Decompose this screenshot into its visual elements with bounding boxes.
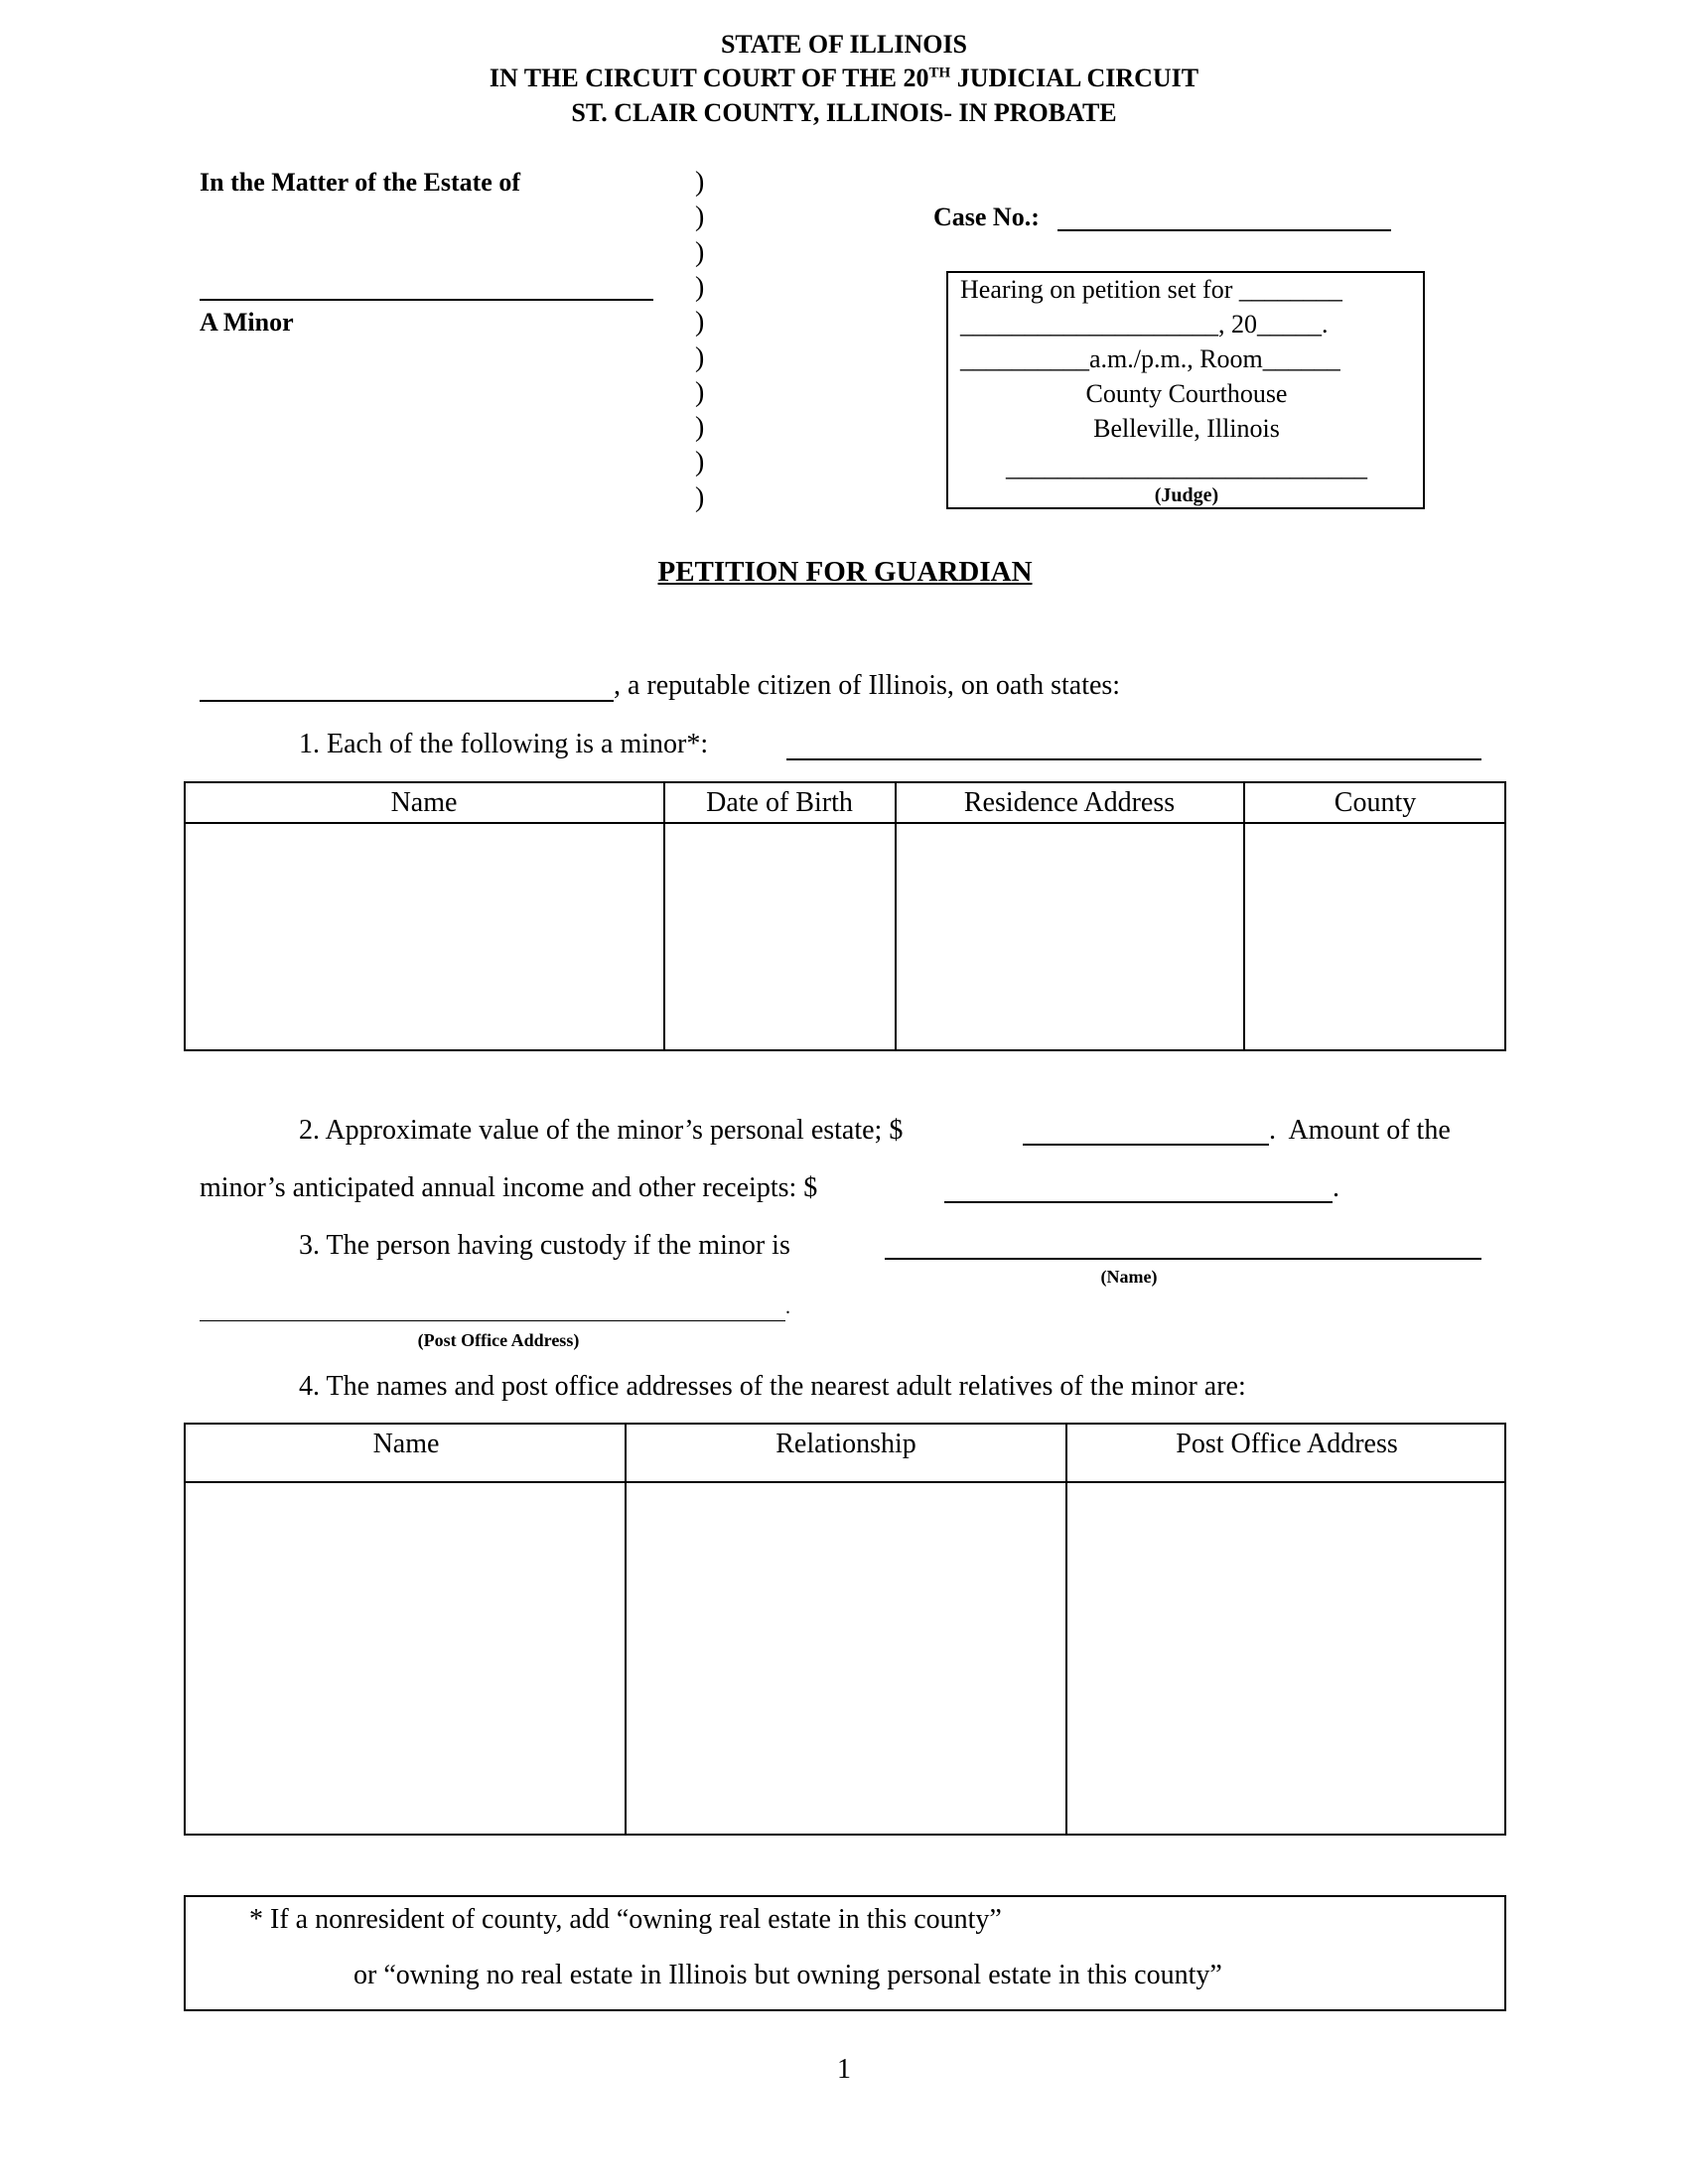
personal-estate-field[interactable] bbox=[1023, 1144, 1269, 1146]
item-2-period: . bbox=[1333, 1172, 1339, 1203]
column-header-residence: Residence Address bbox=[963, 787, 1176, 818]
header-court-text-2: JUDICIAL CIRCUIT bbox=[950, 64, 1199, 92]
custodian-address-field[interactable] bbox=[200, 1320, 785, 1321]
item-2-cont: . Amount of the bbox=[1269, 1115, 1451, 1146]
caption-paren: ) bbox=[695, 202, 705, 233]
table-divider bbox=[186, 1481, 1504, 1483]
column-header-address: Post Office Address bbox=[1176, 1429, 1398, 1459]
hearing-city: Belleville, Illinois bbox=[1093, 414, 1280, 443]
caption-paren: ) bbox=[695, 412, 705, 444]
caption-paren: ) bbox=[695, 447, 705, 478]
column-header-name: Name bbox=[372, 1429, 440, 1459]
minor-label: A Minor bbox=[200, 308, 294, 337]
page-title: PETITION FOR GUARDIAN bbox=[657, 556, 1033, 588]
name-label: (Name) bbox=[1100, 1267, 1158, 1287]
caption-paren: ) bbox=[695, 307, 705, 339]
annual-income-field[interactable] bbox=[944, 1201, 1333, 1203]
hearing-line-2: ____________________, 20_____. bbox=[960, 310, 1329, 339]
column-header-relationship: Relationship bbox=[775, 1429, 916, 1459]
footnote-line-2: or “owning no real estate in Illinois but owning personal estate in this county” bbox=[353, 1960, 1222, 1990]
judge-signature-line: ____________________________ bbox=[1006, 453, 1367, 481]
caption-paren: ) bbox=[695, 236, 705, 268]
table-divider bbox=[625, 1425, 627, 1834]
case-no-label: Case No.: bbox=[933, 203, 1040, 231]
header-county: ST. CLAIR COUNTY, ILLINOIS- IN PROBATE bbox=[571, 98, 1117, 127]
item-4: 4. The names and post office addresses of the nearest adult relatives of the minor are: bbox=[299, 1371, 1246, 1402]
relatives-table bbox=[184, 1423, 1506, 1836]
caption-paren: ) bbox=[695, 376, 705, 408]
column-header-dob: Date of Birth bbox=[706, 787, 853, 818]
caption-paren: ) bbox=[695, 271, 705, 303]
column-header-county: County bbox=[1334, 787, 1417, 818]
column-header-name: Name bbox=[390, 787, 458, 818]
hearing-courthouse: County Courthouse bbox=[1085, 379, 1288, 408]
caption-paren: ) bbox=[695, 341, 705, 373]
minor-name-line[interactable] bbox=[200, 299, 653, 301]
footnote-line-1: * If a nonresident of county, add “owning real estate in this county” bbox=[249, 1904, 1002, 1935]
case-no-field[interactable] bbox=[1057, 229, 1391, 231]
item-1-field[interactable] bbox=[786, 758, 1481, 760]
table-divider bbox=[663, 783, 665, 1049]
hearing-line-1: Hearing on petition set for ________ bbox=[960, 275, 1342, 304]
table-divider bbox=[895, 783, 897, 1049]
table-divider bbox=[186, 822, 1504, 824]
estate-label: In the Matter of the Estate of bbox=[200, 168, 520, 197]
footnote-box bbox=[184, 1895, 1506, 2011]
header-state: STATE OF ILLINOIS bbox=[720, 30, 968, 59]
item-2-line-2: minor’s anticipated annual income and other receipts: $ bbox=[200, 1172, 818, 1203]
item-2: 2. Approximate value of the minor’s personal estate; $ bbox=[299, 1115, 904, 1146]
post-office-address-label: (Post Office Address) bbox=[417, 1330, 580, 1350]
custodian-name-field[interactable] bbox=[885, 1258, 1481, 1260]
hearing-box bbox=[946, 271, 1425, 509]
judge-label: (Judge) bbox=[1154, 484, 1219, 506]
table-divider bbox=[1243, 783, 1245, 1049]
header-court-text: IN THE CIRCUIT COURT OF THE 20 bbox=[489, 64, 929, 92]
table-divider bbox=[1065, 1425, 1067, 1834]
page-number: 1 bbox=[837, 2054, 851, 2085]
caption-paren: ) bbox=[695, 481, 705, 513]
hearing-line-3: __________a.m./p.m., Room______ bbox=[960, 344, 1340, 373]
caption-paren: ) bbox=[695, 167, 705, 198]
petitioner-name-field[interactable] bbox=[200, 700, 614, 702]
item-1: 1. Each of the following is a minor*: bbox=[299, 729, 709, 759]
address-period: . bbox=[785, 1297, 790, 1318]
minors-table bbox=[184, 781, 1506, 1051]
item-3: 3. The person having custody if the minor is bbox=[299, 1230, 790, 1261]
intro-text: , a reputable citizen of Illinois, on oath states: bbox=[614, 670, 1121, 701]
header-court-sup: TH bbox=[928, 65, 951, 81]
header-court bbox=[490, 66, 1198, 91]
